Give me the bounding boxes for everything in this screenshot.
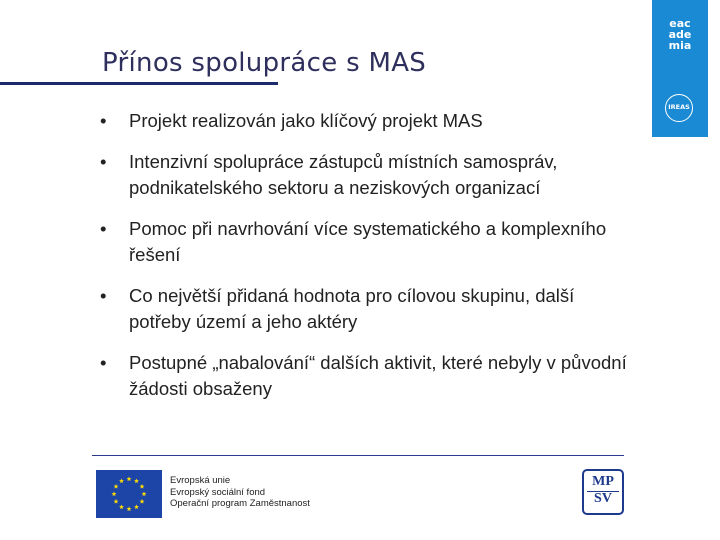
eu-star bbox=[114, 499, 119, 504]
eu-star bbox=[134, 478, 139, 483]
eu-star bbox=[119, 504, 124, 509]
eu-stars-icon bbox=[96, 470, 162, 518]
bullet-text: Pomoc při navrhování více systematického a komplexního řešení bbox=[129, 218, 607, 265]
eu-fund-text bbox=[170, 475, 310, 510]
mpsv-bottom: SV bbox=[594, 491, 612, 506]
slide-title: Přínos spolupráce s MAS bbox=[102, 48, 427, 78]
eu-star bbox=[142, 491, 147, 496]
eu-star bbox=[112, 491, 117, 496]
eu-star bbox=[140, 484, 145, 489]
brand-panel bbox=[652, 0, 708, 137]
footer-divider bbox=[92, 455, 624, 456]
bullet-dot: • bbox=[100, 218, 107, 239]
eu-star bbox=[127, 476, 132, 481]
logo-line: mia bbox=[668, 39, 692, 52]
bullet-item bbox=[98, 350, 638, 402]
bullet-item bbox=[98, 108, 638, 134]
eu-star bbox=[127, 506, 132, 511]
eu-star bbox=[134, 504, 139, 509]
bullet-text: Projekt realizován jako klíčový projekt MAS bbox=[129, 110, 483, 131]
bullet-item bbox=[98, 283, 638, 335]
bullet-item bbox=[98, 149, 638, 201]
logo-line: eac bbox=[669, 17, 691, 30]
eu-text-line: Evropský sociální fond bbox=[170, 486, 266, 498]
bullet-text: Intenzivní spolupráce zástupců místních samospráv, podnikatelského sektoru a neziskových organizací bbox=[129, 151, 558, 198]
ireas-badge: IREAS bbox=[665, 94, 693, 122]
logo-line: ade bbox=[668, 28, 692, 41]
mpsv-logo bbox=[582, 469, 624, 515]
eu-flag-icon bbox=[96, 470, 162, 518]
title-underline bbox=[0, 82, 278, 85]
bullet-dot: • bbox=[100, 285, 107, 306]
eu-star bbox=[119, 478, 124, 483]
eu-text-line: Evropská unie bbox=[170, 475, 231, 486]
eu-star bbox=[114, 484, 119, 489]
bullet-dot: • bbox=[100, 110, 107, 131]
bullet-dot: • bbox=[100, 352, 107, 373]
bullet-list bbox=[98, 108, 638, 417]
mpsv-lettering bbox=[587, 474, 619, 510]
eu-star bbox=[140, 499, 145, 504]
bullet-item bbox=[98, 216, 638, 268]
bullet-dot: • bbox=[100, 151, 107, 172]
bullet-text: Postupné „nabalování“ dalších aktivit, které nebyly v původní žádosti obsaženy bbox=[129, 352, 627, 399]
bullet-text: Co největší přidaná hodnota pro cílovou skupinu, další potřeby území a jeho aktéry bbox=[129, 285, 575, 332]
eu-text-line: Operační program Zaměstnanost bbox=[170, 498, 310, 509]
mpsv-top: MP bbox=[592, 474, 614, 489]
eacademia-logo bbox=[652, 18, 708, 51]
